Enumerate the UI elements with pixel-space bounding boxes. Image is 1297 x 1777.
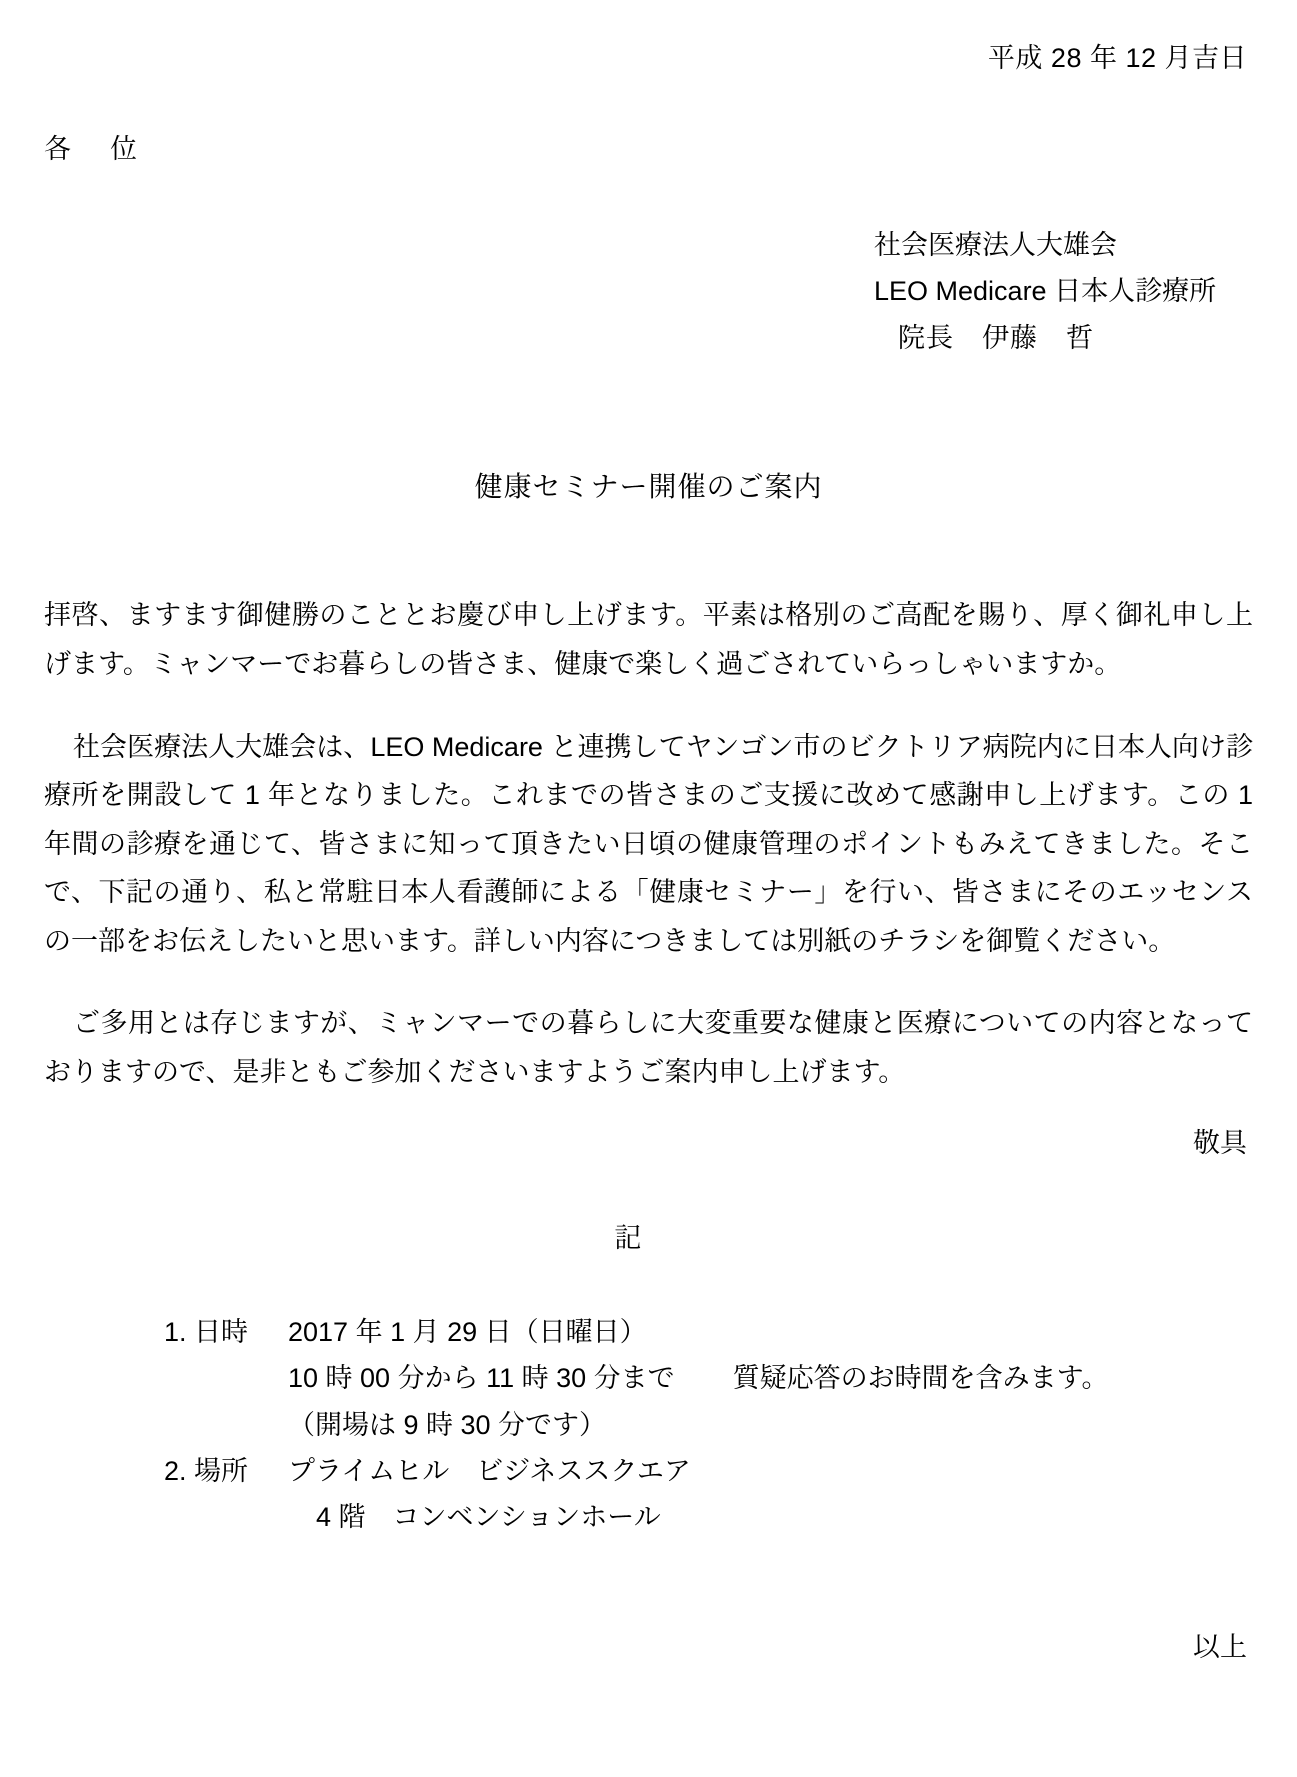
sender-clinic: LEO Medicare 日本人診療所 [874, 276, 1217, 307]
detail-item-datetime-sub-1 [164, 1355, 1253, 1401]
document-body [44, 591, 1253, 1096]
sender-organization: 社会医療法人大雄会 [874, 230, 1117, 260]
detail-item-venue-label: 2. 場所 [164, 1455, 249, 1486]
document-title: 健康セミナー開催のご案内 [474, 471, 823, 503]
detail-items [44, 1309, 1253, 1541]
sender-block [44, 222, 1253, 361]
ki-marker: 記 [614, 1222, 643, 1253]
detail-item-venue-value: プライムヒル ビジネススクエア [288, 1455, 691, 1486]
detail-item-datetime-note: 質疑応答のお時間を含みます。 [732, 1363, 1109, 1394]
sender-person: 院長 伊藤 哲 [898, 322, 1094, 353]
body-paragraph-1: 拝啓、ますます御健勝のこととお慶び申し上げます。平素は格別のご高配を賜り、厚く御礼申し上げます。ミャンマーでお暮らしの皆さま、健康で楽しく過ごされていらっしゃいますか。 [44, 600, 1253, 679]
detail-item-venue-sub-1: 4 階 コンベンションホール [316, 1502, 661, 1533]
body-paragraph-2: 社会医療法人大雄会は、LEO Medicare と連携してヤンゴン市のビクトリア病院内に日本人向け診療所を開設して 1 年となりました。これまでの皆さまのご支援に改めて感謝申し上げます。この 1 年間の診療を通じて、皆さまに知って頂きたい日頃の健康管理のポイントもみえてきました。そこで、下記の通り、私と常駐日本人看護師による「健康セミナー」を行い、皆さまにそのエッセンスの一部をお伝えしたいと思います。詳しい内容につきましては別紙のチラシを御覧ください。 [44, 731, 1253, 956]
addressee: 各 位 [44, 134, 143, 164]
end-marker: 以上 [1193, 1631, 1247, 1662]
detail-item-datetime-sub-2: （開場は 9 時 30 分です） [288, 1409, 607, 1440]
detail-item-datetime [164, 1309, 1253, 1355]
detail-item-datetime-label: 1. 日時 [164, 1316, 249, 1347]
detail-item-datetime-time: 10 時 00 分から 11 時 30 分まで [288, 1363, 675, 1394]
body-paragraph-3: ご多用とは存じますが、ミャンマーでの暮らしに大変重要な健康と医療についての内容となっておりますので、是非ともご参加くださいますようご案内申し上げます。 [44, 1008, 1253, 1088]
detail-item-datetime-value: 2017 年 1 月 29 日（日曜日） [288, 1316, 647, 1347]
closing-word: 敬具 [1193, 1127, 1247, 1158]
document-date: 平成 28 年 12 月吉日 [987, 43, 1247, 73]
detail-item-venue [164, 1448, 1253, 1494]
